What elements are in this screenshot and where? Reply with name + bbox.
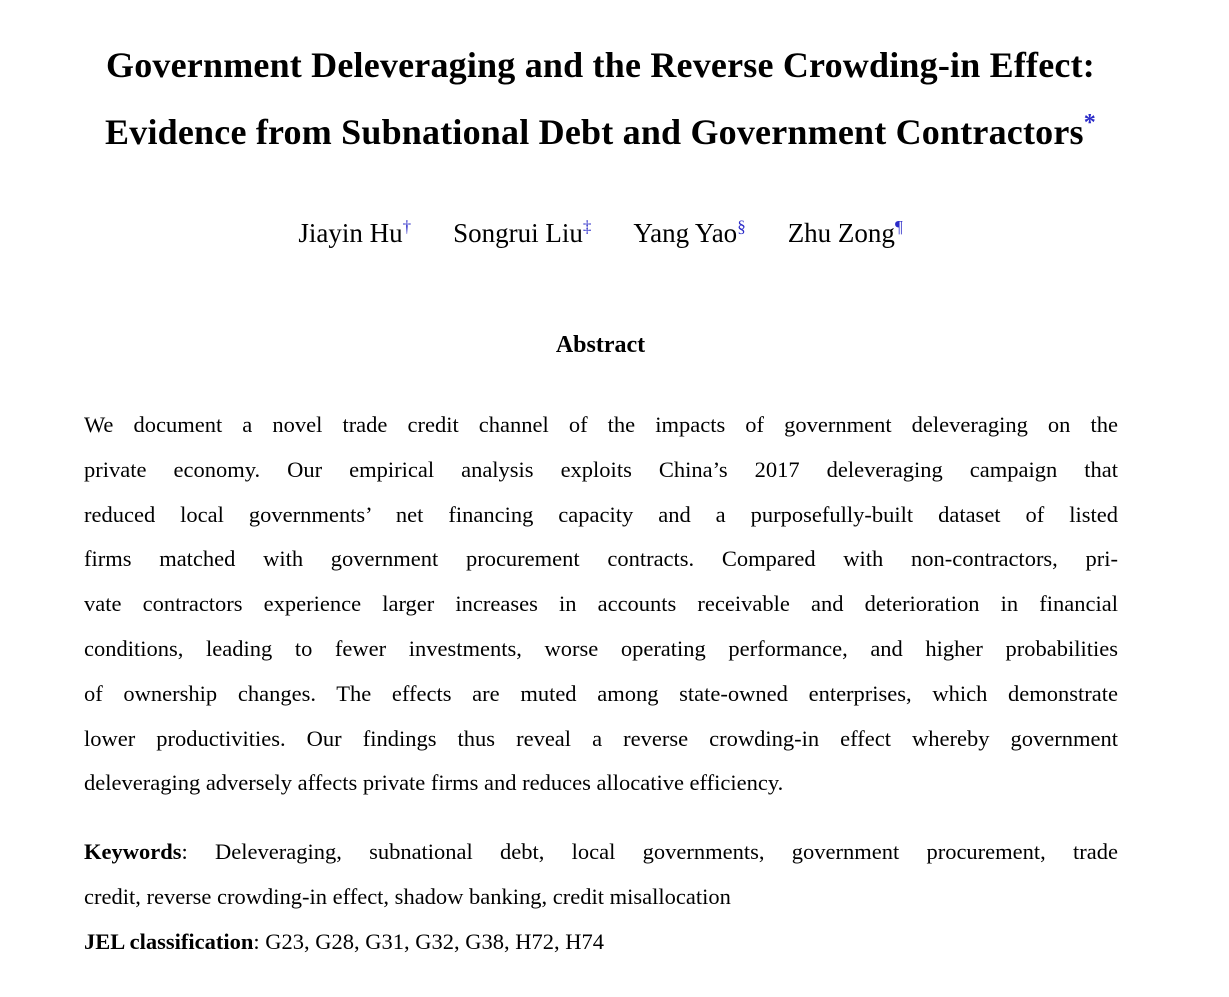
jel-label: JEL classification <box>84 928 254 954</box>
abstract-body <box>84 403 1118 806</box>
keywords-line-2: credit, reverse crowding-in effect, shadow banking, credit misallocation <box>84 883 731 909</box>
abstract-line: vate contractors experience larger increases in accounts receivable and deterioration in financial <box>84 591 1118 617</box>
abstract-line: reduced local governments’ net financing capacity and a purposefully-built dataset of listed <box>84 501 1118 527</box>
author-1-footnote-dagger-link[interactable]: † <box>402 217 412 236</box>
author-4-footnote-pilcrow-link[interactable]: ¶ <box>894 217 903 236</box>
abstract-heading: Abstract <box>555 332 646 358</box>
author-2-footnote-double-dagger-link[interactable]: ‡ <box>582 217 592 236</box>
centered-content <box>0 32 1201 360</box>
keywords-label: Keywords <box>84 839 182 865</box>
jel-codes: : G23, G28, G31, G32, G38, H72, H74 <box>253 928 605 954</box>
keywords-line-1 <box>84 830 1118 875</box>
paper-title <box>0 32 1201 171</box>
paper-title-line-2-text: Evidence from Subnational Debt and Government Contractors <box>105 112 1084 152</box>
author-3-footnote-section-link[interactable]: § <box>737 217 746 236</box>
paper-title-line-2 <box>0 99 1201 171</box>
author-3-name: Yang Yao <box>633 218 738 248</box>
author-4-name: Zhu Zong <box>787 218 895 248</box>
author-3 <box>633 216 745 254</box>
jel-line <box>84 920 1118 965</box>
author-1 <box>298 216 411 254</box>
paper-title-line-1: Government Deleveraging and the Reverse Crowding-in Effect: <box>106 45 1095 85</box>
keywords-text-1: : Deleveraging, subnational debt, local governments, government procurement, trade <box>181 839 1118 865</box>
author-1-name: Jiayin Hu <box>298 218 403 248</box>
abstract-line: of ownership changes. The effects are muted among state-owned enterprises, which demonstrate <box>84 680 1118 706</box>
authors-line <box>0 216 1201 254</box>
abstract-line: lower productivities. Our findings thus reveal a reverse crowding-in effect whereby government <box>84 725 1118 751</box>
author-2 <box>453 216 591 254</box>
keywords-jel-block <box>84 830 1118 964</box>
author-2-name: Songrui Liu <box>453 218 583 248</box>
abstract-line: We document a novel trade credit channel of the impacts of government deleveraging on the <box>84 412 1118 437</box>
abstract-line: private economy. Our empirical analysis exploits China’s 2017 deleveraging campaign that <box>84 456 1118 482</box>
abstract-line: conditions, leading to fewer investments, worse operating performance, and higher probabilities <box>84 635 1118 661</box>
author-4 <box>788 216 903 254</box>
abstract-line: firms matched with government procurement contracts. Compared with non-contractors, pri- <box>84 546 1118 572</box>
abstract-line-last: deleveraging adversely affects private firms and reduces allocative efficiency. <box>84 770 784 796</box>
title-footnote-asterisk-link[interactable]: * <box>1083 110 1096 136</box>
